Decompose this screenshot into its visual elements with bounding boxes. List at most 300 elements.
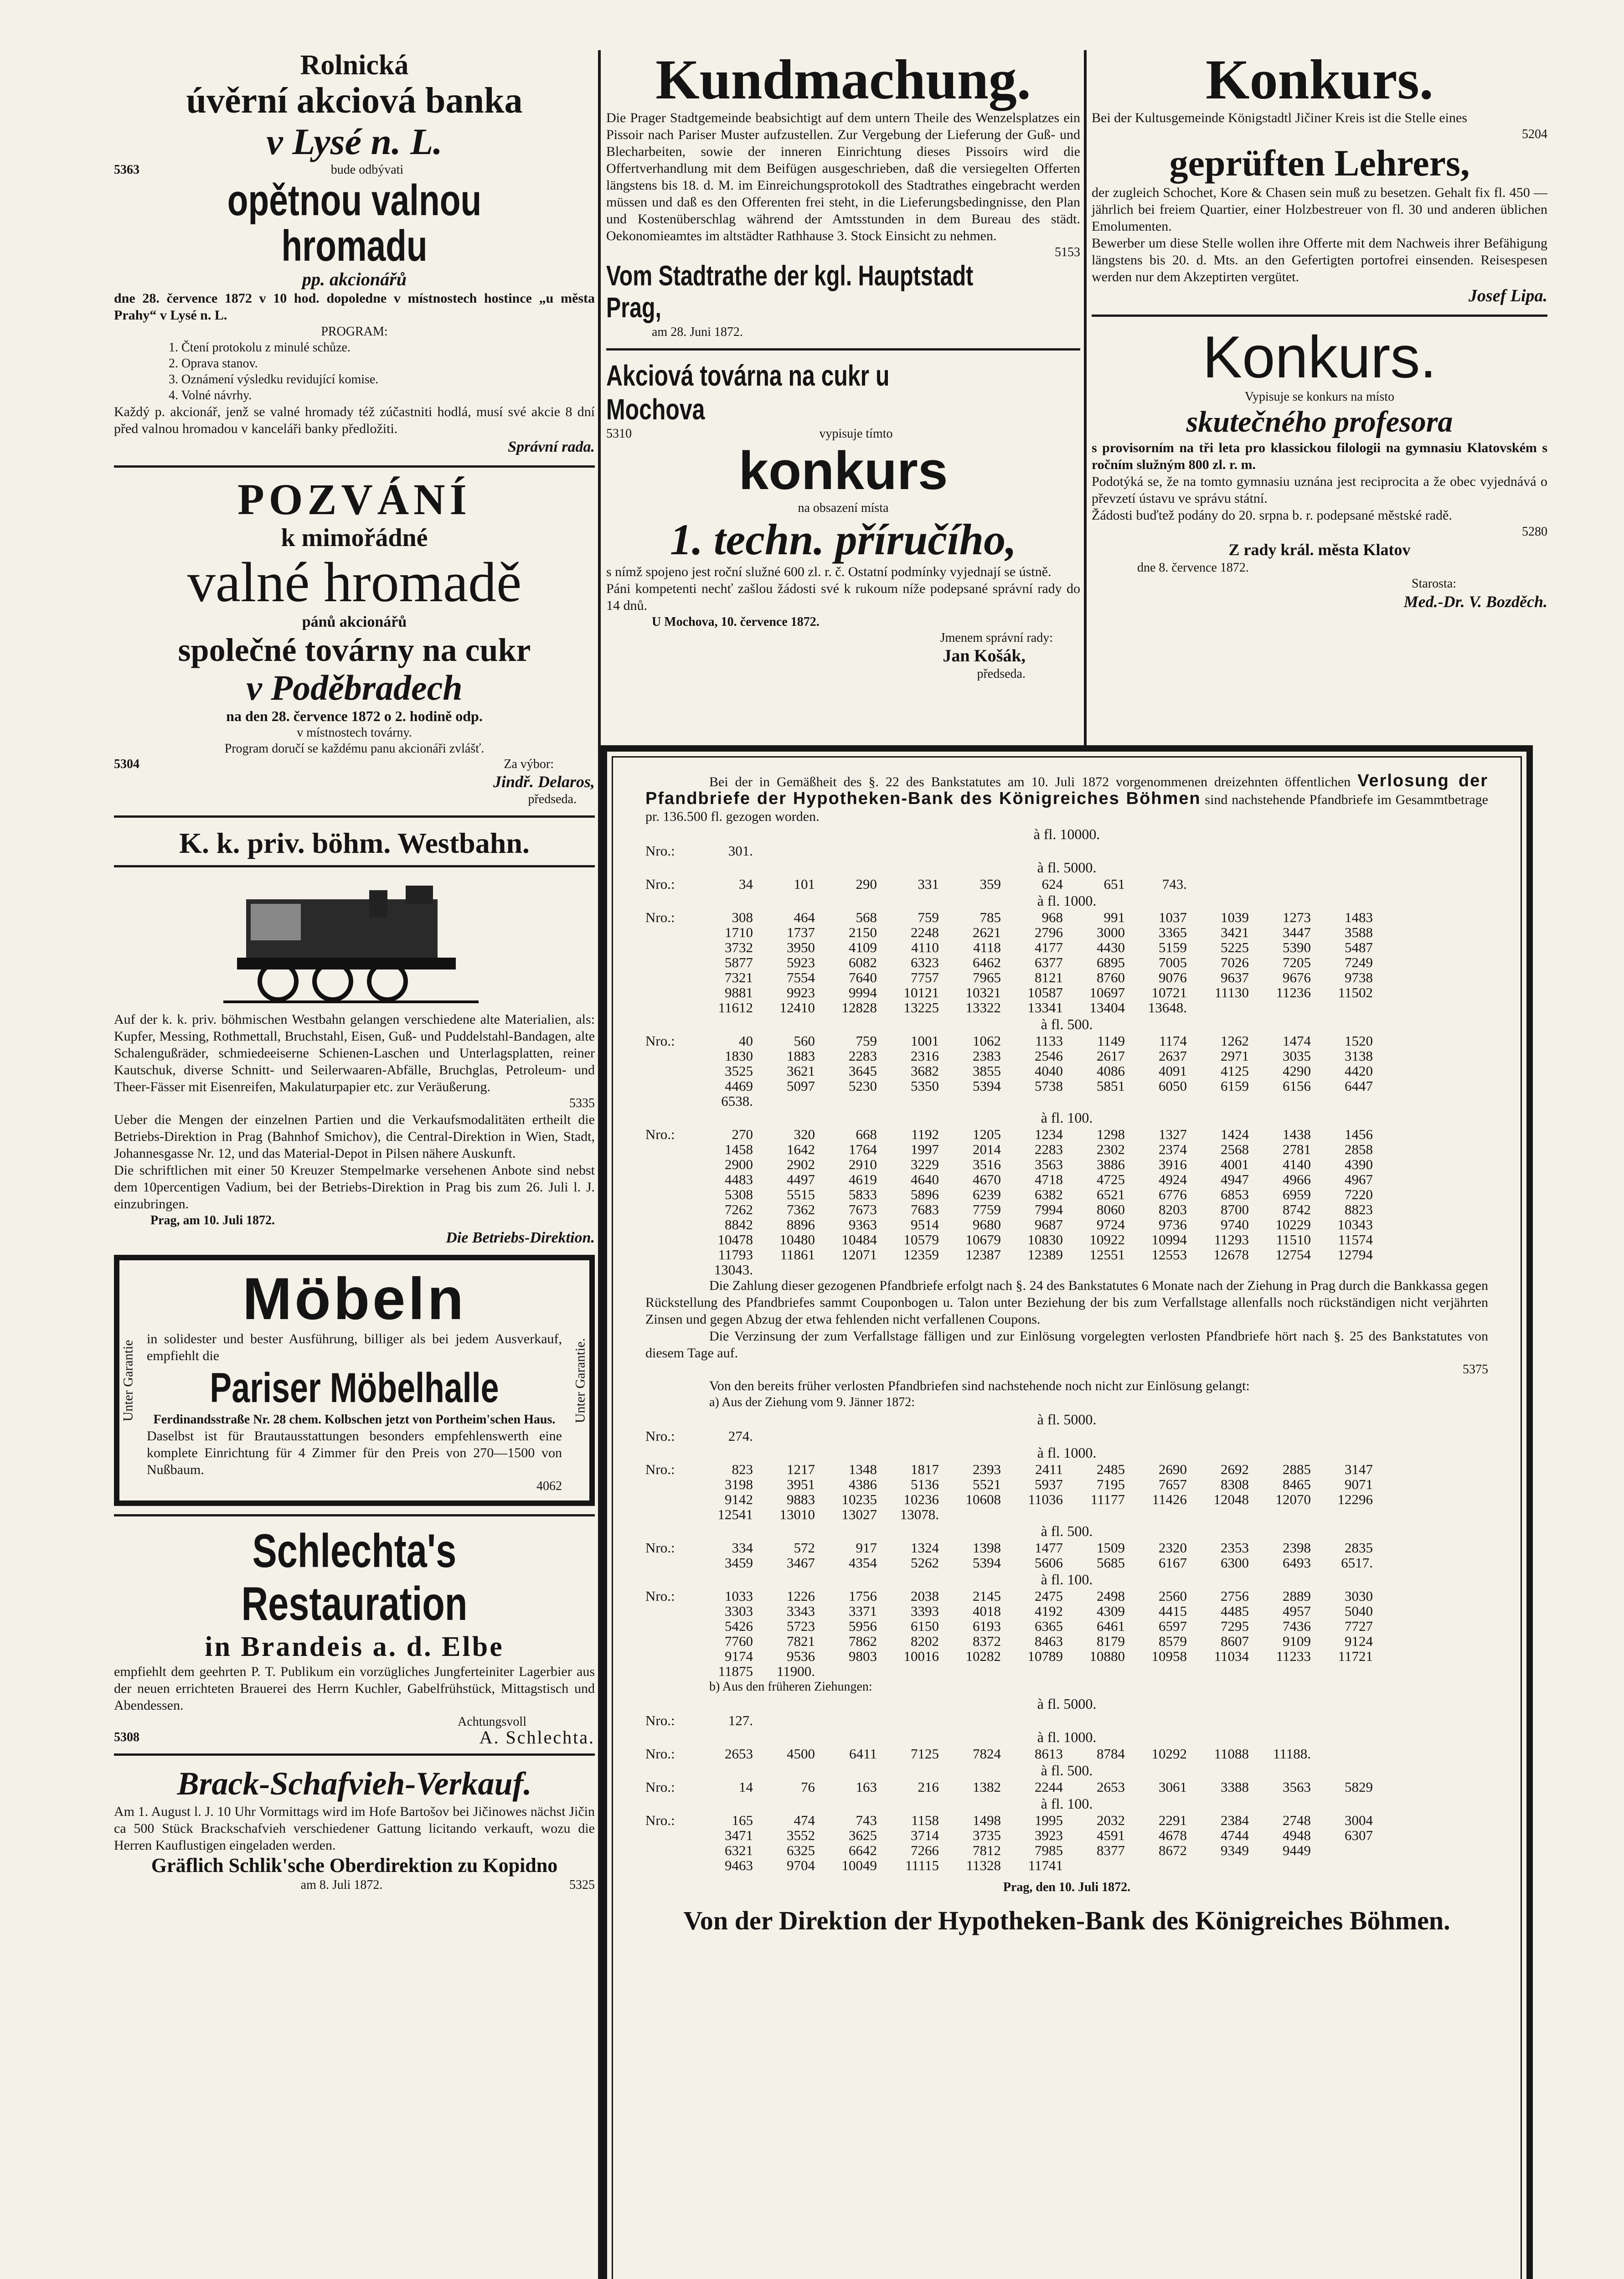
bond-number: 1158 xyxy=(911,1812,939,1828)
lottery-place-date: Prag, den 10. Juli 1872. xyxy=(1003,1880,1131,1894)
ad1-line2: úvěrní akciová banka xyxy=(186,81,523,121)
bond-number: 568 xyxy=(856,909,877,925)
bond-number: 4430 xyxy=(1097,939,1125,955)
number-table xyxy=(645,1813,1373,1873)
bond-number: 7760 xyxy=(725,1633,753,1649)
bond-number: 10292 xyxy=(1151,1746,1187,1762)
bond-number: 11328 xyxy=(966,1857,1001,1873)
column-1 xyxy=(114,50,595,1897)
bond-number: 1509 xyxy=(1097,1540,1125,1556)
number-row xyxy=(645,985,1373,1000)
ad2-line6: v Poděbradech xyxy=(246,668,463,707)
bond-number: 4485 xyxy=(1221,1603,1249,1619)
ad4-title: Möbeln xyxy=(242,1265,466,1332)
bond-number: 7362 xyxy=(787,1201,815,1217)
bond-number: 3393 xyxy=(911,1603,939,1619)
ad-schafvieh xyxy=(114,1764,595,1893)
bond-number: 3525 xyxy=(725,1063,753,1079)
bond-number: 11088 xyxy=(1214,1746,1249,1762)
ad5-closing: Achtungsvoll xyxy=(458,1715,526,1729)
bond-number: 9736 xyxy=(1159,1217,1187,1232)
c3-ad2-text: s provisorním na tři leta pro klassickou filologii na gymnasiu Klatovském s ročním služným 800 zl. r. m. xyxy=(1092,440,1547,472)
bond-number: 8672 xyxy=(1159,1842,1187,1858)
denomination-heading: à fl. 100. xyxy=(1041,1109,1093,1126)
c2-ad2-title: Akciová továrna na cukr u Mochova xyxy=(606,359,890,426)
bond-number: 6493 xyxy=(1283,1555,1311,1571)
bond-number: 7757 xyxy=(911,969,939,985)
bond-number: 8607 xyxy=(1221,1633,1249,1649)
ad6-text: Am 1. August l. J. 10 Uhr Vormittags wird im Hofe Bartošov bei Jičinowes nächst Jičin ca 500 Stück Brackschafvieh verschiedener Gattung licitando verkauft, wozu die Herren Kauflustigen eingeladen werden. xyxy=(114,1804,595,1853)
bond-number: 6517. xyxy=(1341,1555,1373,1571)
c2-ad1-signature: Vom Stadtrathe der kgl. Hauptstadt Prag, xyxy=(606,260,974,324)
ad1-line3: v Lysé n. L. xyxy=(266,121,443,162)
bond-number: 2971 xyxy=(1221,1048,1249,1064)
bond-number: 2316 xyxy=(911,1048,939,1064)
bond-number: 2835 xyxy=(1345,1540,1373,1556)
bond-number: 2038 xyxy=(911,1588,939,1604)
bond-number: 6156 xyxy=(1283,1078,1311,1094)
bond-number: 5877 xyxy=(725,954,753,970)
number-row xyxy=(645,910,1373,925)
number-row xyxy=(645,1555,1373,1570)
bond-number: 1324 xyxy=(911,1540,939,1556)
number-table xyxy=(645,1033,1373,1109)
bond-number: 3030 xyxy=(1345,1588,1373,1604)
bond-number: 9923 xyxy=(787,985,815,1000)
number-table xyxy=(645,1540,1373,1570)
bond-number: 3625 xyxy=(849,1827,877,1843)
bond-number: 8700 xyxy=(1221,1201,1249,1217)
bond-number: 11875 xyxy=(718,1663,753,1679)
row-label xyxy=(645,1142,691,1157)
bond-number: 9704 xyxy=(787,1857,815,1873)
bond-number: 9076 xyxy=(1159,969,1187,985)
c3-ad2-line2: Vypisuje se konkurs na místo xyxy=(1244,390,1395,404)
divider xyxy=(114,865,595,867)
bond-number: 5040 xyxy=(1345,1603,1373,1619)
number-row xyxy=(645,1142,1373,1157)
bond-number: 5262 xyxy=(911,1555,939,1571)
bond-number: 3682 xyxy=(911,1063,939,1079)
bond-number: 4125 xyxy=(1221,1063,1249,1079)
bond-number: 2383 xyxy=(973,1048,1001,1064)
bond-number: 5833 xyxy=(849,1186,877,1202)
bond-number: 5923 xyxy=(787,954,815,970)
denomination-heading: à fl. 500. xyxy=(1041,1762,1093,1779)
bond-number: 4309 xyxy=(1097,1603,1125,1619)
bond-number: 2150 xyxy=(849,924,877,940)
bond-number: 2014 xyxy=(973,1141,1001,1157)
bond-number: 8823 xyxy=(1345,1201,1373,1217)
bond-number: 270 xyxy=(732,1126,753,1142)
bond-number: 2302 xyxy=(1097,1141,1125,1157)
bond-number: 11721 xyxy=(1338,1648,1373,1664)
bond-number: 7554 xyxy=(787,969,815,985)
bond-number: 6959 xyxy=(1283,1186,1311,1202)
number-row xyxy=(645,1858,1373,1873)
bond-number: 2902 xyxy=(787,1156,815,1172)
bond-number: 6411 xyxy=(849,1746,877,1762)
bond-number: 3950 xyxy=(787,939,815,955)
bond-number: 4018 xyxy=(973,1603,1001,1619)
bond-number: 11900. xyxy=(776,1663,815,1679)
bond-number: 1348 xyxy=(849,1461,877,1477)
bond-number: 11130 xyxy=(1214,985,1249,1000)
bond-number: 3421 xyxy=(1221,924,1249,940)
bond-number: 11036 xyxy=(1028,1491,1063,1507)
bond-number: 8463 xyxy=(1035,1633,1063,1649)
ad1-line4: bude odbývati xyxy=(330,163,404,177)
bond-number: 163 xyxy=(856,1779,877,1795)
bond-number: 10994 xyxy=(1151,1232,1187,1248)
number-groups-b xyxy=(645,1696,1488,1873)
number-row xyxy=(645,1262,1373,1277)
bond-number: 1298 xyxy=(1097,1126,1125,1142)
ad2-line7: na den 28. července 1872 o 2. hodině odp. xyxy=(226,708,483,724)
row-label xyxy=(645,1604,691,1619)
number-row xyxy=(645,1078,1373,1093)
number-table xyxy=(645,1746,1311,1761)
bond-number: 7005 xyxy=(1159,954,1187,970)
bond-number: 4192 xyxy=(1035,1603,1063,1619)
bond-number: 1149 xyxy=(1097,1033,1125,1049)
bond-number: 6193 xyxy=(973,1618,1001,1634)
ad2-line5: společné továrny na cukr xyxy=(178,632,531,668)
bond-number: 9994 xyxy=(849,985,877,1000)
c3-ad2-text3: Žádosti buďtež podány do 20. srpna b. r. podepsané městské radě. xyxy=(1092,508,1452,523)
ad2-line1: POZVÁNÍ xyxy=(237,475,471,524)
bond-number: 10282 xyxy=(965,1648,1001,1664)
bond-number: 7862 xyxy=(849,1633,877,1649)
number-row xyxy=(645,1746,1311,1761)
bond-number: 10608 xyxy=(965,1491,1001,1507)
bond-number: 3388 xyxy=(1221,1779,1249,1795)
bond-number: 12828 xyxy=(841,1000,877,1016)
bond-number: 8579 xyxy=(1159,1633,1187,1649)
bond-number: 2032 xyxy=(1097,1812,1125,1828)
bond-number: 9738 xyxy=(1345,969,1373,985)
bond-number: 5515 xyxy=(787,1186,815,1202)
bond-number: 11574 xyxy=(1338,1232,1373,1248)
c2-ad2-place-date: U Mochova, 10. července 1872. xyxy=(652,615,820,629)
bond-number: 14 xyxy=(739,1779,753,1795)
bond-number: 5394 xyxy=(973,1555,1001,1571)
bond-number: 3916 xyxy=(1159,1156,1187,1172)
bond-number: 7266 xyxy=(911,1842,939,1858)
bond-number: 3000 xyxy=(1097,924,1125,940)
program-item: 1. Čtení protokolu z minulé schůze. xyxy=(169,340,351,355)
bond-number: 759 xyxy=(856,1033,877,1049)
bond-number: 4725 xyxy=(1097,1171,1125,1187)
bond-number: 2900 xyxy=(725,1156,753,1172)
bond-number: 10121 xyxy=(903,985,939,1000)
row-label: Nro.: xyxy=(645,876,675,892)
bond-number: 6300 xyxy=(1221,1555,1249,1571)
bond-number: 9142 xyxy=(725,1491,753,1507)
number-row xyxy=(645,1604,1373,1619)
bond-number: 10480 xyxy=(779,1232,815,1248)
bond-number: 3365 xyxy=(1159,924,1187,940)
bond-number: 3004 xyxy=(1345,1812,1373,1828)
bond-number: 3645 xyxy=(849,1063,877,1079)
bond-number: 3147 xyxy=(1345,1461,1373,1477)
row-label xyxy=(645,985,691,1000)
bond-number: 7205 xyxy=(1283,954,1311,970)
ad2-number: 5304 xyxy=(114,757,139,771)
bond-number: 3471 xyxy=(725,1827,753,1843)
bond-number: 9536 xyxy=(787,1648,815,1664)
ad2-signer-role: předseda. xyxy=(528,792,577,806)
bond-number: 560 xyxy=(794,1033,815,1049)
number-table xyxy=(645,1779,1373,1794)
bond-number: 3886 xyxy=(1097,1156,1125,1172)
c2-ad2-line5: 1. techn. příručího, xyxy=(670,515,1017,564)
bond-number: 6159 xyxy=(1221,1078,1249,1094)
row-label xyxy=(645,1262,691,1277)
bond-number: 5350 xyxy=(911,1078,939,1094)
bond-number: 9109 xyxy=(1283,1633,1311,1649)
bond-number: 10484 xyxy=(841,1232,877,1248)
row-label xyxy=(645,940,691,955)
bond-number: 2748 xyxy=(1283,1812,1311,1828)
bond-number: 1458 xyxy=(725,1141,753,1157)
row-label: Nro.: xyxy=(645,1126,675,1142)
c3-ad2-signer: Med.-Dr. V. Bozděch. xyxy=(1403,593,1547,611)
row-label xyxy=(645,1000,691,1015)
locomotive-illustration xyxy=(114,872,595,1009)
denomination-heading: à fl. 100. xyxy=(1041,1571,1093,1588)
bond-number: 5394 xyxy=(973,1078,1001,1094)
bond-number: 668 xyxy=(856,1126,877,1142)
bond-number: 1756 xyxy=(849,1588,877,1604)
bond-number: 6382 xyxy=(1035,1186,1063,1202)
bond-number: 624 xyxy=(1041,876,1063,892)
bond-number: 40 xyxy=(739,1033,753,1049)
row-label xyxy=(645,1843,691,1858)
bond-number: 11510 xyxy=(1276,1232,1311,1248)
bond-number: 2283 xyxy=(1035,1141,1063,1157)
bond-number: 6307 xyxy=(1345,1827,1373,1843)
bond-number: 9363 xyxy=(849,1217,877,1232)
bond-number: 4670 xyxy=(973,1171,1001,1187)
bond-number: 320 xyxy=(794,1126,815,1142)
row-label xyxy=(645,1232,691,1247)
number-table xyxy=(645,1462,1373,1522)
side-text-left: Unter Garantie xyxy=(121,1339,136,1422)
bond-number: 11793 xyxy=(718,1247,753,1263)
ad5-title2: in Brandeis a. d. Elbe xyxy=(205,1631,504,1662)
bond-number: 11426 xyxy=(1152,1491,1187,1507)
row-label: Nro.: xyxy=(645,1812,675,1828)
bond-number: 2498 xyxy=(1097,1588,1125,1604)
bond-number: 5225 xyxy=(1221,939,1249,955)
number-row xyxy=(645,1187,1373,1202)
number-table xyxy=(645,843,753,858)
c3-ad2-title: Konkurs. xyxy=(1202,324,1437,390)
c2-ad2-signer-title: Jmenem správní rady: xyxy=(940,631,1053,645)
row-label xyxy=(645,1507,691,1522)
bond-number: 5937 xyxy=(1035,1476,1063,1492)
divider xyxy=(114,1753,595,1756)
bond-number: 11233 xyxy=(1276,1648,1311,1664)
row-label: Nro.: xyxy=(645,1428,675,1444)
bond-number: 4497 xyxy=(787,1171,815,1187)
bond-number: 1474 xyxy=(1283,1033,1311,1049)
bond-number: 9463 xyxy=(725,1857,753,1873)
number-row xyxy=(645,1217,1373,1232)
bond-number: 3371 xyxy=(849,1603,877,1619)
bond-number: 9637 xyxy=(1221,969,1249,985)
lottery-signature: Von der Direktion der Hypotheken-Bank des Königreiches Böhmen. xyxy=(683,1906,1450,1935)
c2-ad2-text: s nímž spojeno jest roční služné 600 zl. r. č. Ostatní podmínky vyjednají se ústně. xyxy=(606,564,1052,579)
bond-number: 1062 xyxy=(973,1033,1001,1049)
bond-number: 3621 xyxy=(787,1063,815,1079)
number-groups-a xyxy=(645,1411,1488,1679)
bond-number: 2653 xyxy=(725,1746,753,1762)
row-label: Nro.: xyxy=(645,843,675,859)
bond-number: 1234 xyxy=(1035,1126,1063,1142)
bond-number: 5487 xyxy=(1345,939,1373,955)
bond-number: 8202 xyxy=(911,1633,939,1649)
number-row xyxy=(645,1828,1373,1843)
bond-number: 743 xyxy=(856,1812,877,1828)
number-row xyxy=(645,940,1373,955)
bond-number: 1226 xyxy=(787,1588,815,1604)
number-row xyxy=(645,1462,1373,1477)
ad3-text: Auf der k. k. priv. böhmischen Westbahn gelangen verschiedene alte Materialien, als: Kupfer, Messing, Rothmettall, Bruchstahl, Eisen, Guß- und Puddelstahl-Bandagen, alte Schalengußräder, schmiedeeiserne Schienen-Laschen und Unterlagsplatten, reiner Kautschuk, diverse Schnitt- und Seilerwaaren-Abfälle, Bruchglas, Petroleum- und Theer-Fässer mit Eisenreifen, Makulaturpapier etc. zur Veräußerung. xyxy=(114,1012,595,1094)
column-2 xyxy=(606,50,1080,686)
denomination-heading: à fl. 5000. xyxy=(1037,1411,1097,1428)
number-row xyxy=(645,955,1373,970)
number-row xyxy=(645,843,753,858)
bond-number: 5159 xyxy=(1159,939,1187,955)
c2-ad2-line2: vypisuje tímto xyxy=(819,427,893,441)
bond-number: 9687 xyxy=(1035,1217,1063,1232)
bond-number: 8179 xyxy=(1097,1633,1125,1649)
row-label xyxy=(645,1202,691,1217)
bond-number: 13322 xyxy=(965,1000,1001,1016)
number-row xyxy=(645,1172,1373,1187)
bond-number: 4390 xyxy=(1345,1156,1373,1172)
bond-number: 3563 xyxy=(1283,1779,1311,1795)
bond-number: 5896 xyxy=(911,1186,939,1202)
bond-number: 2145 xyxy=(973,1588,1001,1604)
ad1-line5: opětnou valnou hromadu xyxy=(227,176,482,270)
c3-ad1-text2: der zugleich Schochet, Kore & Chasen sein muß zu besetzen. Gehalt fix fl. 450 — jährlich bei freiem Quartier, einer Holzbestreuer von fl. 30 und anderen üblichen Emolumenten. xyxy=(1092,185,1547,234)
bond-number: 2885 xyxy=(1283,1461,1311,1477)
row-label xyxy=(645,955,691,970)
bond-number: 4591 xyxy=(1097,1827,1125,1843)
bond-number: 6853 xyxy=(1221,1186,1249,1202)
bond-number: 5829 xyxy=(1345,1779,1373,1795)
bond-number: 1817 xyxy=(911,1461,939,1477)
ad3-title: K. k. priv. böhm. Westbahn. xyxy=(179,827,530,859)
bond-number: 8760 xyxy=(1097,969,1125,985)
ad5-signature: A. Schlechta. xyxy=(479,1727,595,1748)
bond-number: 4110 xyxy=(911,939,939,955)
number-row xyxy=(645,1033,1373,1048)
c3-ad2-signer-title: Z rady král. města Klatov xyxy=(1228,541,1411,559)
c3-ad1-text: Bei der Kultusgemeinde Königstadtl Jičiner Kreis ist die Stelle eines xyxy=(1092,110,1467,125)
bond-number: 12754 xyxy=(1275,1247,1311,1263)
c3-ad1-signature: Josef Lipa. xyxy=(1468,286,1547,305)
bond-number: 8742 xyxy=(1283,1201,1311,1217)
row-label xyxy=(645,925,691,940)
bond-number: 6321 xyxy=(725,1842,753,1858)
bond-number: 5956 xyxy=(849,1618,877,1634)
ad2-committee: Za výbor: xyxy=(504,757,554,771)
bond-number: 1217 xyxy=(787,1461,815,1477)
bond-number: 1520 xyxy=(1345,1033,1373,1049)
bond-number: 7640 xyxy=(849,969,877,985)
bond-number: 8060 xyxy=(1097,1201,1125,1217)
bond-number: 4040 xyxy=(1035,1063,1063,1079)
bond-number: 4640 xyxy=(911,1171,939,1187)
bond-number: 5685 xyxy=(1097,1555,1125,1571)
bond-number: 7295 xyxy=(1221,1618,1249,1634)
bond-number: 76 xyxy=(801,1779,815,1795)
bond-number: 9071 xyxy=(1345,1476,1373,1492)
bond-number: 6365 xyxy=(1035,1618,1063,1634)
bond-number: 12389 xyxy=(1027,1247,1063,1263)
bond-number: 464 xyxy=(794,909,815,925)
column-rule-right xyxy=(1084,50,1087,748)
number-row xyxy=(645,1664,1373,1679)
bond-number: 1477 xyxy=(1035,1540,1063,1556)
bond-number: 4386 xyxy=(849,1476,877,1492)
bond-number: 3229 xyxy=(911,1156,939,1172)
bond-number: 4966 xyxy=(1283,1171,1311,1187)
bond-number: 4678 xyxy=(1159,1827,1187,1843)
bond-number: 2248 xyxy=(911,924,939,940)
c2-ad1-date: am 28. Juni 1872. xyxy=(652,325,743,339)
bond-number: 7220 xyxy=(1345,1186,1373,1202)
bond-number: 359 xyxy=(980,876,1001,892)
c2-ad1-text: Die Prager Stadtgemeinde beabsichtigt auf dem untern Theile des Wenzelsplatzes ein Pissoir nach Pariser Muster aufzustellen. Zur Vergebung der Lieferung der Guß- und Blecharbeiten, sowie der inneren Einrichtung dieses Pissoirs wird die Offertverhandlung mit dem Beifügen ausgeschrieben, daß die versiegelten Offerten längstens bis 18. d. M. im Einreichungsprotokoll des Stadtrathes eingebracht werden müssen und daß es den Offerenten frei steht, in die Lieferungsbedingnisse, den Plan und Kostenüberschlag während der Amtsstunden in dem Bureau des städt. Oekonomieamtes im altstädter Rathhause 3. Stock Einsicht zu nehmen. xyxy=(606,110,1080,243)
bond-number: 11115 xyxy=(905,1857,939,1873)
bond-number: 7249 xyxy=(1345,954,1373,970)
bond-number: 10721 xyxy=(1151,985,1187,1000)
number-table xyxy=(645,1127,1373,1277)
bond-number: 2244 xyxy=(1035,1779,1063,1795)
bond-number: 12541 xyxy=(717,1506,753,1522)
bond-number: 12048 xyxy=(1213,1491,1249,1507)
c2-ad1-number: 5153 xyxy=(1055,245,1080,259)
bond-number: 5851 xyxy=(1097,1078,1125,1094)
bond-number: 9349 xyxy=(1221,1842,1249,1858)
bond-number: 9676 xyxy=(1283,969,1311,985)
ad-rolnicka-banka xyxy=(114,50,595,457)
c3-ad2-role: Starosta: xyxy=(1412,577,1456,591)
ad3-place-date: Prag, am 10. Juli 1872. xyxy=(150,1213,275,1227)
bond-number: 6597 xyxy=(1159,1618,1187,1634)
bond-number: 10235 xyxy=(841,1491,877,1507)
bond-number: 6150 xyxy=(911,1618,939,1634)
bond-number: 4967 xyxy=(1345,1171,1373,1187)
bond-number: 2781 xyxy=(1283,1141,1311,1157)
bond-number: 3198 xyxy=(725,1476,753,1492)
bond-number: 5097 xyxy=(787,1078,815,1094)
denomination-heading: à fl. 500. xyxy=(1041,1016,1093,1032)
number-row xyxy=(645,1202,1373,1217)
number-row xyxy=(645,1779,1373,1794)
bond-number: 3714 xyxy=(911,1827,939,1843)
bond-number: 13648. xyxy=(1148,1000,1187,1016)
bond-number: 13078. xyxy=(900,1506,939,1522)
c2-ad2-number: 5310 xyxy=(606,427,632,441)
ad3-text3: Die schriftlichen mit einer 50 Kreuzer Stempelmarke versehenen Anbote sind nebst dem 10percentigen Vadium, bei der Betriebs-Direktion in Prag bis zum 26. Juli l. J. einzubringen. xyxy=(114,1163,595,1212)
bond-number: 6082 xyxy=(849,954,877,970)
